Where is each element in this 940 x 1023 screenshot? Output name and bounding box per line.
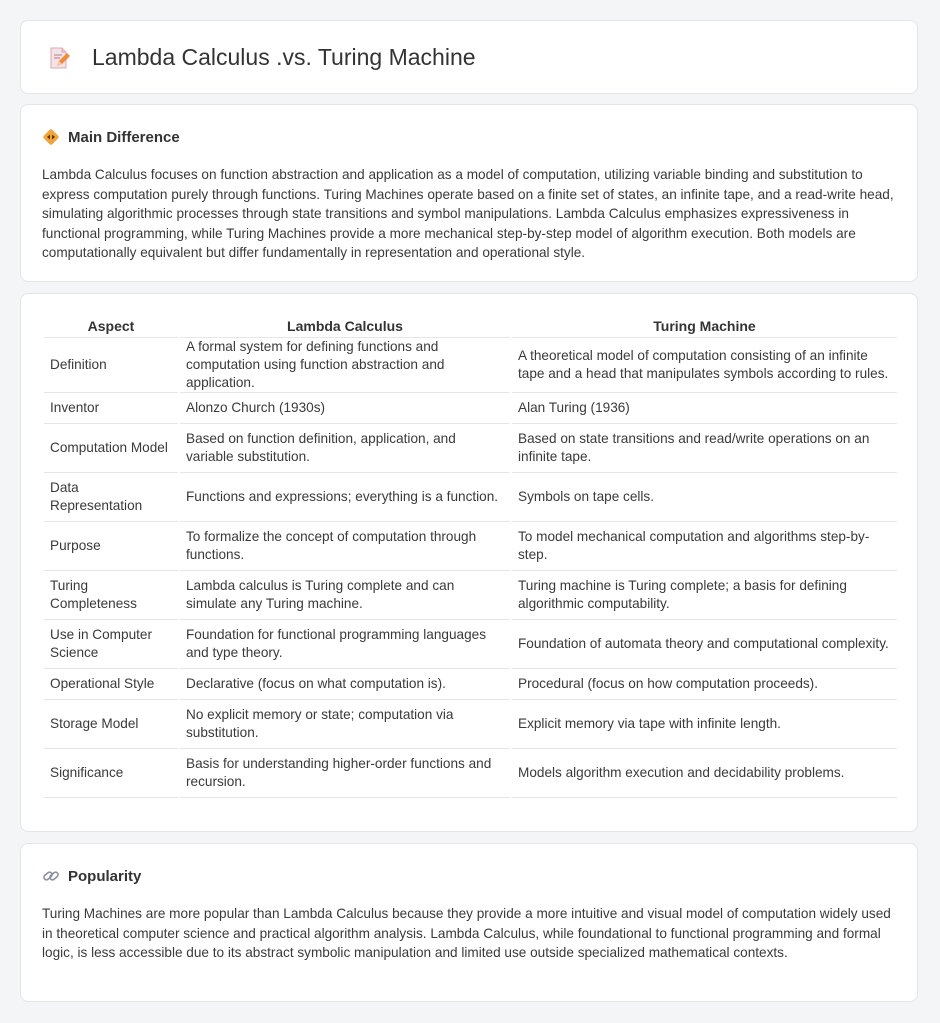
turing-cell: Foundation of automata theory and computational complexity. xyxy=(512,620,897,669)
table-row xyxy=(44,669,897,700)
aspect-cell: Inventor xyxy=(44,393,178,424)
table-row xyxy=(44,473,897,522)
popularity-section xyxy=(20,843,918,1002)
popularity-heading: Popularity xyxy=(68,867,142,885)
table-header-row xyxy=(44,315,897,338)
turing-cell: Turing machine is Turing complete; a basis for defining algorithmic computability. xyxy=(512,571,897,620)
header-card xyxy=(20,20,918,94)
turing-cell: Symbols on tape cells. xyxy=(512,473,897,522)
aspect-cell: Operational Style xyxy=(44,669,178,700)
page-title: Lambda Calculus .vs. Turing Machine xyxy=(92,44,476,70)
main-difference-heading: Main Difference xyxy=(68,128,180,146)
lambda-cell: Lambda calculus is Turing complete and can simulate any Turing machine. xyxy=(180,571,510,620)
column-header-aspect: Aspect xyxy=(44,315,178,338)
lambda-cell: No explicit memory or state; computation via substitution. xyxy=(180,700,510,749)
aspect-cell: Purpose xyxy=(44,522,178,571)
turing-cell: A theoretical model of computation consisting of an infinite tape and a head that manipulates symbols according to rules. xyxy=(512,338,897,393)
popularity-text: Turing Machines are more popular than Lambda Calculus because they provide a more intuitive and visual model of computation widely used in theoretical computer science and practical algorithm analysis. Lambda Calculus, while foundational to functional programming and formal logic, is less accessible due to its abstract symbolic manipulation and limited use outside specialized mathematical contexts. xyxy=(42,906,891,961)
link-icon xyxy=(42,867,60,885)
lambda-cell: Declarative (focus on what computation is). xyxy=(180,669,510,700)
turing-cell: Explicit memory via tape with infinite length. xyxy=(512,700,897,749)
main-difference-section xyxy=(20,104,918,282)
aspect-cell: Significance xyxy=(44,749,178,798)
table-row xyxy=(44,338,897,393)
turing-cell: Based on state transitions and read/write operations on an infinite tape. xyxy=(512,424,897,473)
aspect-cell: Computation Model xyxy=(44,424,178,473)
table-row xyxy=(44,571,897,620)
document-pencil-icon xyxy=(48,46,70,70)
lambda-cell: Alonzo Church (1930s) xyxy=(180,393,510,424)
aspect-cell: Data Representation xyxy=(44,473,178,522)
column-header-turing: Turing Machine xyxy=(512,315,897,338)
lambda-cell: Functions and expressions; everything is a function. xyxy=(180,473,510,522)
table-row xyxy=(44,522,897,571)
table-row xyxy=(44,700,897,749)
table-row xyxy=(44,620,897,669)
lambda-cell: Basis for understanding higher-order functions and recursion. xyxy=(180,749,510,798)
table-row xyxy=(44,424,897,473)
aspect-cell: Definition xyxy=(44,338,178,393)
aspect-cell: Storage Model xyxy=(44,700,178,749)
table-row xyxy=(44,749,897,798)
aspect-cell: Use in Computer Science xyxy=(44,620,178,669)
comparison-table xyxy=(42,315,899,798)
lambda-cell: Based on function definition, application, and variable substitution. xyxy=(180,424,510,473)
table-row xyxy=(44,393,897,424)
diamond-arrows-icon xyxy=(42,128,60,146)
turing-cell: To model mechanical computation and algorithms step-by-step. xyxy=(512,522,897,571)
comparison-section xyxy=(20,293,918,832)
aspect-cell: Turing Completeness xyxy=(44,571,178,620)
turing-cell: Models algorithm execution and decidability problems. xyxy=(512,749,897,798)
turing-cell: Alan Turing (1936) xyxy=(512,393,897,424)
lambda-cell: To formalize the concept of computation through functions. xyxy=(180,522,510,571)
lambda-cell: A formal system for defining functions and computation using function abstraction and application. xyxy=(180,338,510,393)
turing-cell: Procedural (focus on how computation proceeds). xyxy=(512,669,897,700)
main-difference-text: Lambda Calculus focuses on function abstraction and application as a model of computation, utilizing variable binding and substitution to express computation purely through functions. Turing Machines operate based on a finite set of states, an infinite tape, and a read-write head, simulating algorithmic processes through state transitions and symbol manipulations. Lambda Calculus emphasizes expressiveness in functional programming, while Turing Machines provide a more mechanical step-by-step model of algorithm execution. Both models are computationally equivalent but differ fundamentally in representation and operational style. xyxy=(42,167,894,261)
lambda-cell: Foundation for functional programming languages and type theory. xyxy=(180,620,510,669)
column-header-lambda: Lambda Calculus xyxy=(180,315,510,338)
